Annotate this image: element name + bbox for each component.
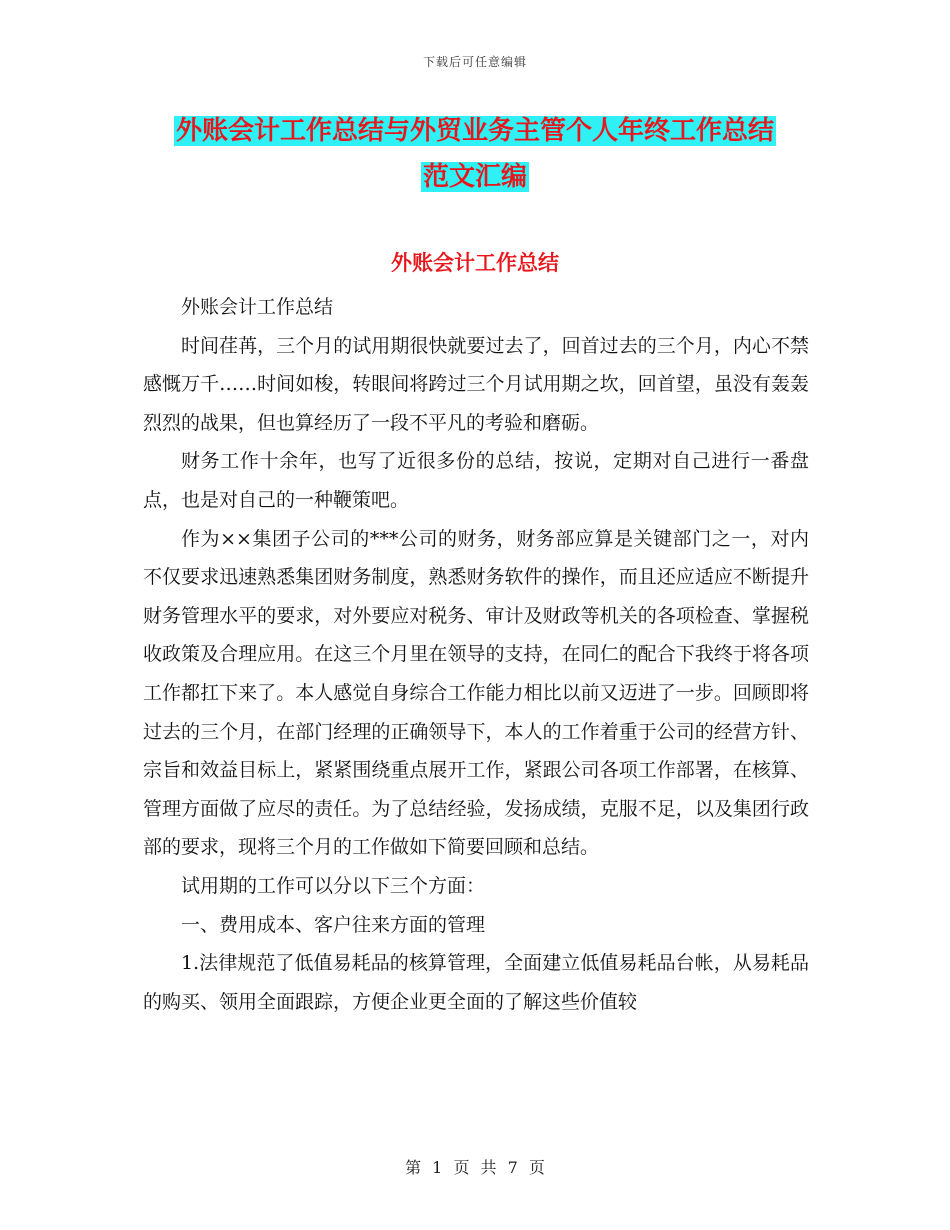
paragraph: 财务工作十余年，也写了近很多份的总结，按说，定期对自己进行一番盘点，也是对自己的一种鞭策吧。	[143, 450, 809, 511]
section-title: 外账会计工作总结	[391, 251, 559, 275]
paragraph: 时间荏苒，三个月的试用期很快就要过去了，回首过去的三个月，内心不禁感慨万千……时间如梭，转眼间将跨过三个月试用期之坎，回首望，虽没有轰轰烈烈的战果，但也算经历了一段不平凡的考验和磨砺。	[143, 334, 809, 434]
document-title	[0, 108, 950, 200]
title-highlight-1: 外账会计工作总结与外贸业务主管个人年终工作总结	[175, 116, 774, 146]
paragraph: 一、费用成本、客户往来方面的管理	[181, 913, 486, 936]
header-note: 下载后可任意编辑	[422, 55, 527, 69]
paragraph: 1.法律规范了低值易耗品的核算管理，全面建立低值易耗品台帐，从易耗品的购买、领用全面跟踪，方便企业更全面的了解这些价值较	[143, 952, 809, 1013]
paragraph: 试用期的工作可以分以下三个方面：	[181, 874, 486, 897]
body-text	[143, 288, 809, 1021]
paragraph: 作为××集团子公司的***公司的财务，财务部应算是关键部门之一，对内不仅要求迅速熟悉集团财务制度，熟悉财务软件的操作，而且还应适应不断提升财务管理水平的要求，对外要应对税务、审计及财政等机关的各项检查、掌握税收政策及合理应用。在这三个月里在领导的支持，在同仁的配合下我终于将各项工作都扛下来了。本人感觉自身综合工作能力相比以前又迈进了一步。回顾即将过去的三个月，在部门经理的正确领导下，本人的工作着重于公司的经营方针、宗旨和效益目标上，紧紧围绕重点展开工作，紧跟公司各项工作部署，在核算、管理方面做了应尽的责任。为了总结经验，发扬成绩，克服不足，以及集团行政部的要求，现将三个月的工作做如下简要回顾和总结。	[143, 527, 809, 859]
paragraph: 外账会计工作总结	[181, 296, 334, 318]
page-footer: 第 1 页 共 7 页	[405, 1158, 545, 1177]
document-title-line-1	[0, 108, 950, 154]
title-highlight-2: 范文汇编	[422, 162, 527, 192]
document-title-line-2	[0, 154, 950, 200]
